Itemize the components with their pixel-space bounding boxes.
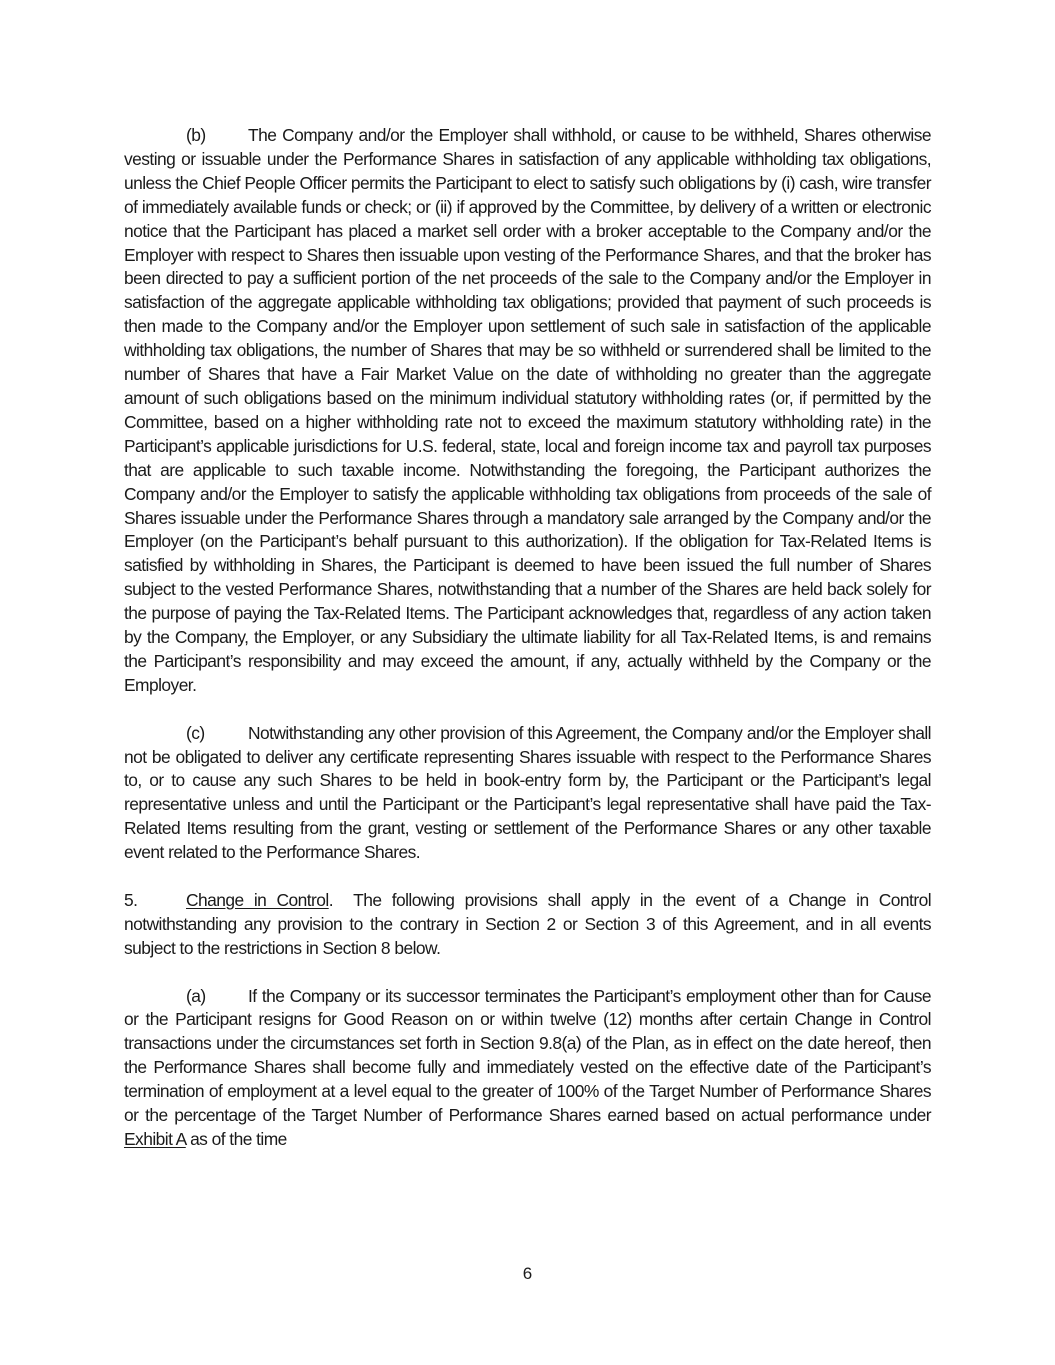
paragraph-label: (a) [186,985,206,1006]
paragraph-4b [124,124,931,698]
page-number: 6 [522,1264,533,1283]
paragraph-label: (b) [186,125,206,145]
section-number: 5. [124,889,138,910]
document-page [124,124,931,1152]
paragraph-label: (c) [186,722,205,743]
exhibit-a-reference: Exhibit A [124,1129,186,1150]
paragraph-gap [124,698,931,722]
section-heading: Change in Control [186,889,329,910]
section-text: The following provisions shall apply in the event of a Change in Control notwithstanding any provision to the contrary in Section 2 or Section 3 of this Agreement, and in all events subject to the restrictions in Section 8 below. [124,889,932,958]
section-heading-period: . [328,889,334,910]
paragraph-text: Notwithstanding any other provision of this Agreement, the Company and/or the Employer shall not be obligated to deliver any certificate representing Shares issuable with respect to the Performance Shares to, or to cause any such Shares to be held in book-entry form by, the Participant or the Participant’s legal representative unless and until the Participant or the Participant’s legal representative shall have paid the Tax-Related Items resulting from the grant, vesting or settlement of the Performance Shares or any other taxable event related to the Performance Shares. [124,722,931,863]
paragraph-5a [124,985,931,1152]
paragraph-text-continued: as of the time [190,1129,287,1150]
paragraph-4c [124,722,931,865]
paragraph-text: If the Company or its successor terminates the Participant’s employment other than for Cause or the Participant resigns for Good Reason on or within twelve (12) months after certain Change in Control transactions under the circumstances set forth in Section 9.8(a) of the Plan, as in effect on the date hereof, then the Performance Shares shall become fully and immediately vested on the effective date of the Participant’s termination of employment at a level equal to the greater of 100% of the Target Number of Performance Shares or the percentage of the Target Number of Performance Shares earned based on actual performance under [124,985,931,1126]
paragraph-gap [124,961,931,985]
section-5 [124,889,931,961]
paragraph-text: The Company and/or the Employer shall withhold, or cause to be withheld, Shares otherwise vesting or issuable under the Performance Shares in satisfaction of any applicable withholding tax obligations, unless the Chief People Officer permits the Participant to elect to satisfy such obligations by (i) cash, wire transfer of immediately available funds or check; or (ii) if approved by the Committee, by delivery of a written or electronic notice that the Participant has placed a market sell order with a broker acceptable to the Company and/or the Employer with respect to Shares then issuable upon vesting of the Performance Shares, and that the broker has been directed to pay a sufficient portion of the net proceeds of the sale to the Company and/or the Employer in satisfaction of the aggregate applicable withholding tax obligations; provided that payment of such proceeds is then made to the Company and/or the Employer upon settlement of such sale in satisfaction of the applicable withholding tax obligations, the number of Shares that may be so withheld or surrendered shall be limited to the number of Shares that have a Fair Market Value on the date of withholding no greater than the aggregate amount of such obligations based on the minimum individual statutory withholding rates (or, if permitted by the Committee, based on a higher withholding rate not to exceed the maximum statutory withholding rate) in the Participant’s applicable jurisdictions for U.S. federal, state, local and foreign income tax and payroll tax purposes that are applicable to such taxable income. Notwithstanding the foregoing, the Participant authorizes the Company and/or the Employer to satisfy the applicable withholding tax obligations from proceeds of the sale of Shares issuable under the Performance Shares through a mandatory sale arranged by the Company and/or the Employer (on the Participant’s behalf pursuant to this authorization). If the obligation for Tax-Related Items is satisfied by withholding in Shares, the Participant is deemed to have been issued the full number of Shares subject to the vested Performance Shares, notwithstanding that a number of the Shares are held back solely for the purpose of paying the Tax-Related Items. The Participant acknowledges that, regardless of any action taken by the Company, the Employer, or any Subsidiary the ultimate liability for all Tax-Related Items, is and remains the Participant’s responsibility and may exceed the amount, if any, actually withheld by the Company or the Employer. [124,125,931,695]
paragraph-gap [124,865,931,889]
